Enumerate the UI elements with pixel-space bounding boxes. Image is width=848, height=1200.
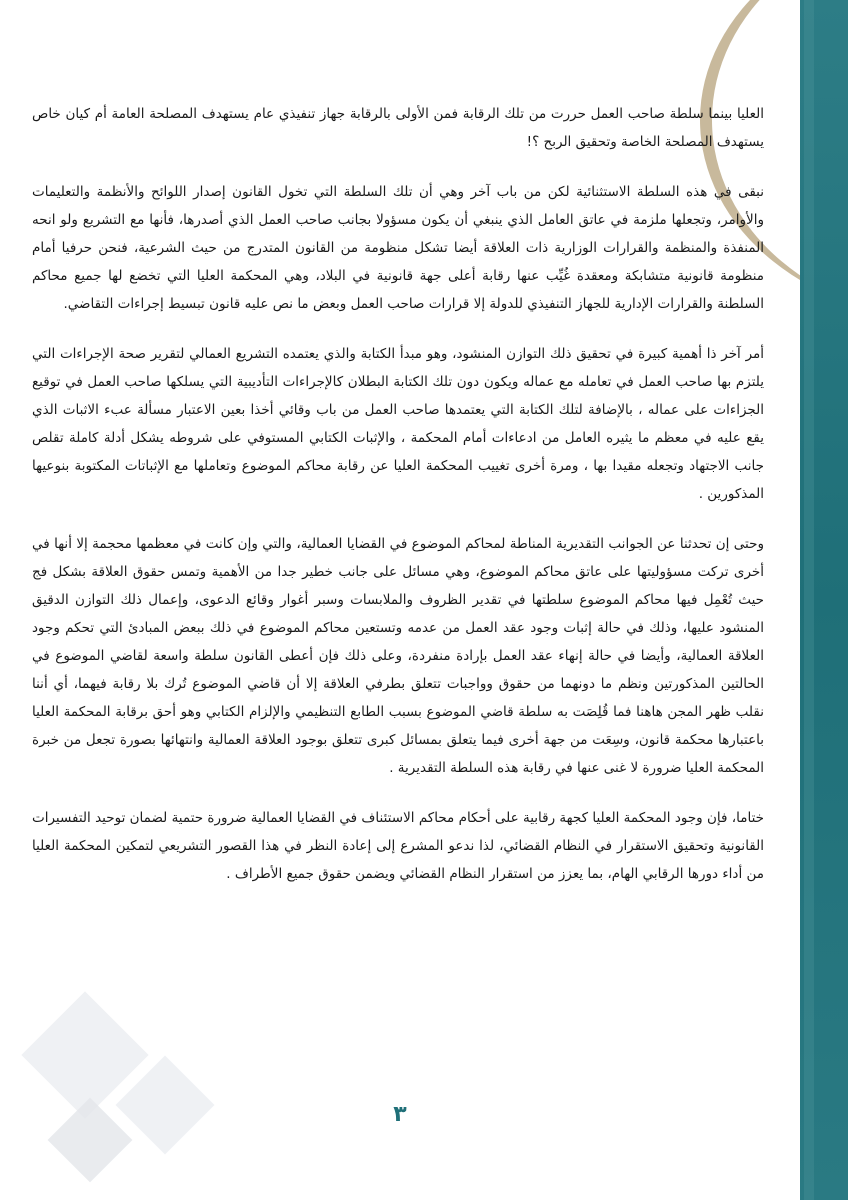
paragraph-2: نبقى في هذه السلطة الاستثنائية لكن من باب آخر وهي أن تلك السلطة التي تخول القانون إصدار اللوائح والأنظمة والتعليمات والأوامر، وتجعلها ملزمة في عاتق العامل الذي ينبغي أن يكون مسؤولا بجانب صاحب العمل الذي أصدرها، فأنها مع التشريع ولو انحه المنفذة والمنظمة والقرارات الوزارية ذات العلاقة أيضا تشكل منظومة من القانون المتدرج من حيث الشرعية، فنحن حرفيا أمام منظومة قانونية متشابكة ومعقدة غُيِّب عنها رقابة أعلى جهة قانونية في البلاد، وهي المحكمة العليا التي تخضع لها جميع محاكم السلطنة والقرارات الإدارية للجهاز التنفيذي للدولة إلا قرارات صاحب العمل وبعض ما نص عليه قانون تبسيط إجراءات التقاضي. [32, 184, 764, 312]
decorative-side-band [800, 0, 848, 1200]
paragraph-5: ختاما، فإن وجود المحكمة العليا كجهة رقابية على أحكام محاكم الاستئناف في القضايا العمالية ضرورة حتمية لضمان توحيد التفسيرات القانونية وتحقيق الاستقرار في النظام القضائي، لذا ندعو المشرع إلى إعادة النظر في هذا القصور التشريعي لتمكين المحكمة العليا من أداء دورها الرقابي الهام، بما يعزز من استقرار النظام القضائي ويضمن حقوق جميع الأطراف . [32, 810, 764, 882]
paragraph-3: أمر آخر ذا أهمية كبيرة في تحقيق ذلك التوازن المنشود، وهو مبدأ الكتابة والذي يعتمده التشريع العمالي لتقرير صحة الإجراءات التي يلتزم بها صاحب العمل في تعامله مع عماله ويكون دون تلك الكتابة البطلان كالإجراءات التأديبية التي يسلكها صاحب العمل في توقيع الجزاءات على عماله ، بالإضافة لتلك الكتابة التي يعتمدها صاحب العمل من باب وقائي أخذا بعين الاعتبار مسألة عبء الاثبات الذي يقع عليه في معظم ما يثيره العامل من ادعاءات أمام المحكمة ، والإثبات الكتابي المستوفي على شروطه يشكل أدلة كاملة تقلص جانب الاجتهاد وتجعله مقيدا بها ، ومرة أخرى تغييب المحكمة العليا عن رقابة محاكم الموضوع وتعاملها مع الإثباتات المكتوبة بنوعيها المذكورين . [32, 346, 764, 502]
decorative-side-band-stripe [804, 0, 814, 1200]
paragraph-1: العليا بينما سلطة صاحب العمل حررت من تلك الرقابة فمن الأولى بالرقابة جهاز تنفيذي عام يستهدف المصلحة العامة أم كيان خاص يستهدف المصلحة الخاصة وتحقيق الربح ؟! [32, 106, 764, 150]
article-body [32, 100, 764, 910]
page-number: ٣ [393, 1102, 407, 1127]
paragraph-4: وحتى إن تحدثنا عن الجوانب التقديرية المناطة لمحاكم الموضوع في القضايا العمالية، والتي وإن كانت في معظمها محجمة إلا أنها في أخرى تركت مسؤوليتها على عاتق محاكم الموضوع، وهي مسائل على جانب خطير جدا من الأهمية وتمس حقوق العلاقة بشكل فج حيث تُعْمِل فيها محاكم الموضوع سلطتها في تقدير الظروف والملابسات وسبر أغوار وقائع الدعوى، وإعمال ذلك التوازن الدقيق المنشود عليها، وذلك في حالة إثبات وجود عقد العمل من عدمه وتستعين محاكم الموضوع في ذلك ببعض المبادئ التي تحكم وجود العلاقة العمالية، وأيضا في حالة إنهاء عقد العمل بإرادة منفردة، وعلى ذلك فإن أعطى القانون سلطة واسعة لقاضي الموضوع في الحالتين المذكورتين ونظم ما دونهما من حقوق وواجبات تتعلق بطرفي العلاقة إلا أن قاضي الموضوع تُرك بلا رقابة فيهما، أي أننا نقلب ظهر المجن هاهنا فما قُلِصَت به سلطة قاضي الموضوع بسبب الطابع التنظيمي والإلزام الكتابي وهو أحق برقابة المحكمة العليا باعتبارها محكمة قانون، وسِعَت من جهة أخرى فيما يتعلق بمسائل كبرى تتعلق بوجود العلاقة العمالية وانتهائها بصورة تجعل من خبرة المحكمة العليا ضرورة لا غنى عنها في رقابة هذه السلطة التقديرية . [32, 536, 764, 776]
